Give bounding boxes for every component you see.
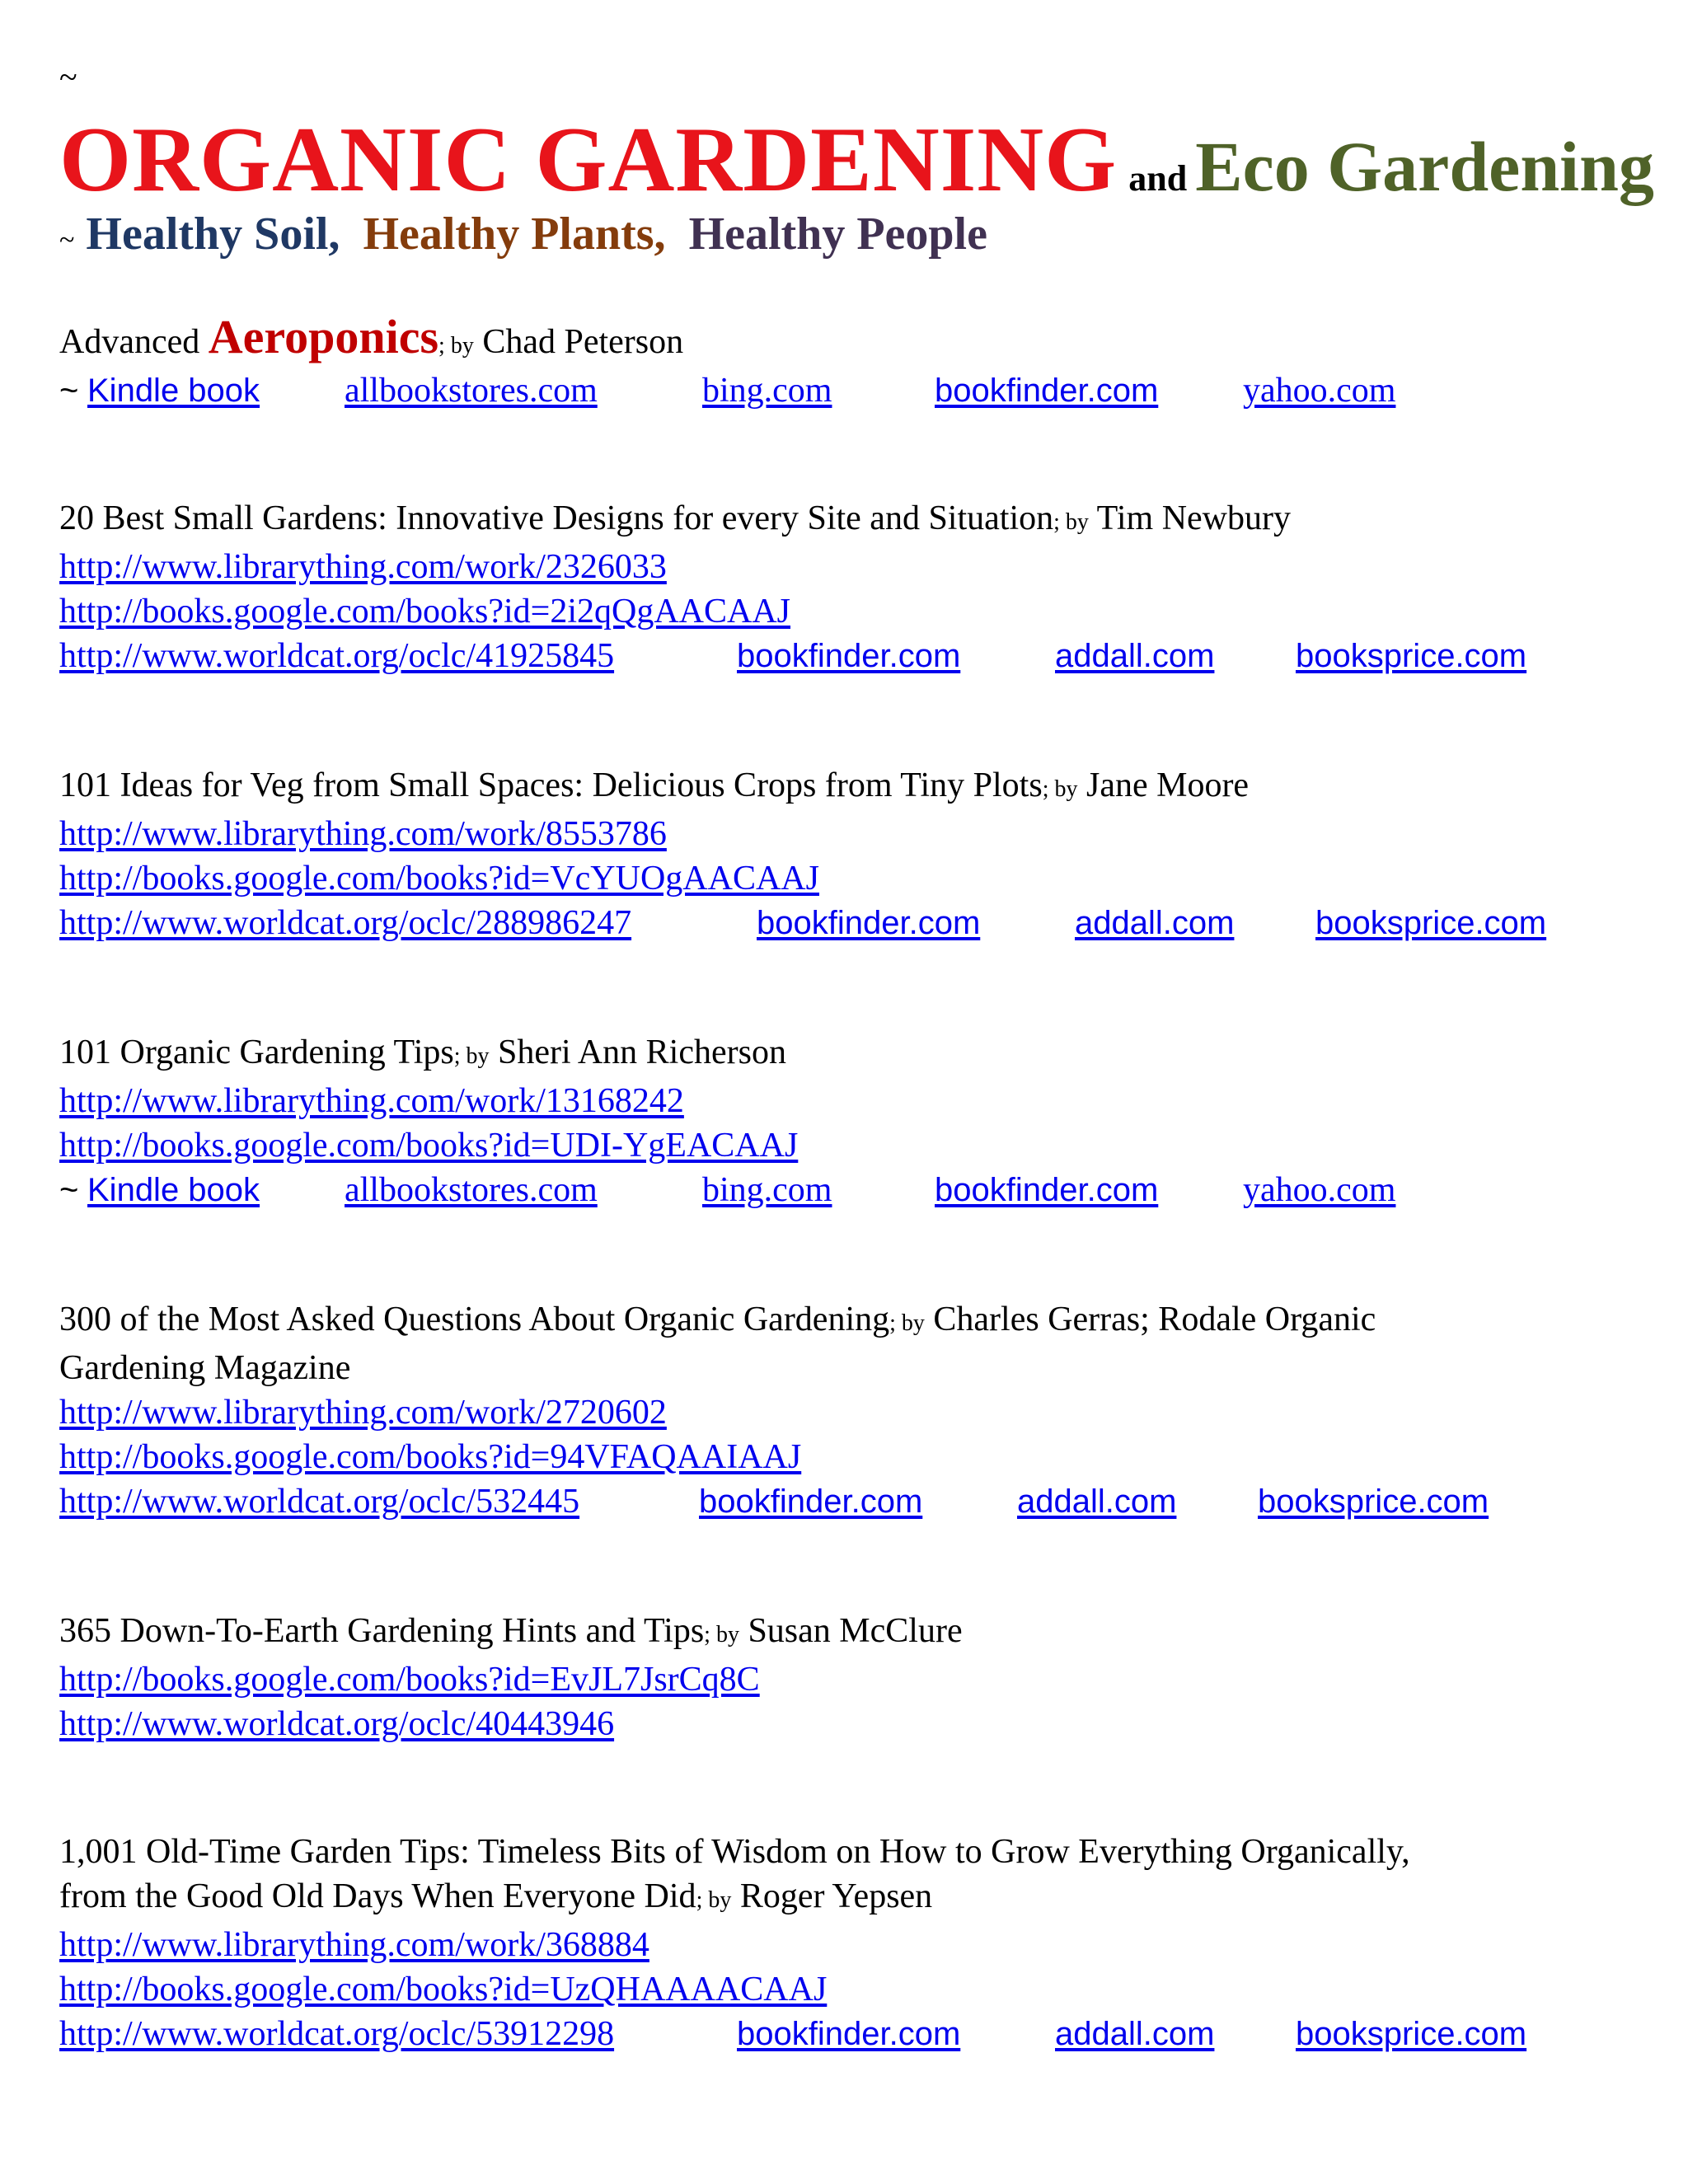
addall-link[interactable]: addall.com [1055, 2016, 1215, 2052]
book-title [59, 1030, 1625, 1079]
book-title [59, 310, 1625, 368]
worldcat-link[interactable]: http://www.worldcat.org/oclc/288986247 [59, 904, 632, 942]
google-books-row [59, 856, 1625, 901]
librarything-row [59, 1390, 1625, 1435]
bookfinder-link[interactable]: bookfinder.com [935, 1172, 1159, 1208]
addall-link[interactable]: addall.com [1017, 1483, 1177, 1520]
page-subtitle [59, 208, 987, 260]
google-books-row [59, 1435, 1625, 1479]
author: Tim Newbury [1096, 499, 1291, 537]
book-title [59, 496, 1625, 545]
book-entry [59, 496, 1625, 678]
by-label: ; by [1042, 776, 1078, 802]
worldcat-row [59, 1702, 1625, 1746]
link-tilde: ~ [59, 1172, 79, 1208]
bookfinder-link[interactable]: bookfinder.com [935, 373, 1159, 409]
addall-link[interactable]: addall.com [1055, 638, 1215, 674]
author: Susan McClure [748, 1612, 963, 1650]
worldcat-link[interactable]: http://www.worldcat.org/oclc/53912298 [59, 2015, 615, 2053]
booksprice-link[interactable]: booksprice.com [1296, 2016, 1527, 2052]
title-text: from the Good Old Days When Everyone Did [59, 1877, 696, 1915]
worldcat-link[interactable]: http://www.worldcat.org/oclc/532445 [59, 1483, 580, 1521]
google-books-link[interactable]: http://books.google.com/books?id=UDI-YgEACAAJ [59, 1127, 799, 1165]
title-text: Advanced [59, 323, 200, 361]
subtitle-tilde: ~ [59, 225, 75, 255]
yahoo-link[interactable]: yahoo.com [1243, 372, 1396, 410]
author: Sheri Ann Richerson [498, 1033, 786, 1071]
librarything-row [59, 1079, 1625, 1123]
by-label: ; by [889, 1310, 925, 1336]
title-eco-gardening: Eco Gardening [1195, 127, 1654, 206]
book-entry [59, 1297, 1625, 1524]
author: Roger Yepsen [739, 1877, 933, 1915]
by-label: ; by [696, 1887, 732, 1913]
book-entry [59, 1030, 1625, 1212]
allbookstores-link[interactable]: allbookstores.com [345, 372, 598, 410]
google-books-row [59, 1967, 1625, 2012]
librarything-row [59, 812, 1625, 856]
title-text: 300 of the Most Asked Questions About Organic Gardening [59, 1301, 890, 1338]
booksprice-link[interactable]: booksprice.com [1296, 638, 1527, 674]
librarything-link[interactable]: http://www.librarything.com/work/368884 [59, 1926, 649, 1964]
title-text: 20 Best Small Gardens: Innovative Designs for every Site and Situation [59, 499, 1054, 537]
worldcat-link[interactable]: http://www.worldcat.org/oclc/40443946 [59, 1705, 615, 1743]
bing-link[interactable]: bing.com [702, 372, 832, 410]
librarything-link[interactable]: http://www.librarything.com/work/2720602 [59, 1394, 667, 1432]
addall-link[interactable]: addall.com [1075, 905, 1235, 941]
book-entry [59, 1609, 1625, 1746]
header-tilde: ~ [59, 59, 77, 96]
librarything-link[interactable]: http://www.librarything.com/work/2326033 [59, 548, 667, 586]
booksprice-link[interactable]: booksprice.com [1258, 1483, 1489, 1520]
kindle-book-link[interactable]: Kindle book [87, 1172, 260, 1208]
google-books-link[interactable]: http://books.google.com/books?id=EvJL7JsrCq8C [59, 1661, 760, 1699]
bing-link[interactable]: bing.com [702, 1171, 832, 1209]
title-organic-gardening: ORGANIC GARDENING [59, 109, 1118, 211]
link-row [59, 2012, 1625, 2056]
subtitle-healthy-plants: Healthy Plants, [363, 209, 666, 260]
google-books-row [59, 1123, 1625, 1168]
bookfinder-link[interactable]: bookfinder.com [737, 638, 961, 674]
link-row [59, 1168, 1625, 1212]
booksprice-link[interactable]: booksprice.com [1315, 905, 1547, 941]
page-title [59, 107, 1654, 213]
author: Charles Gerras; Rodale Organic [933, 1301, 1376, 1338]
link-row [59, 634, 1625, 678]
book-title-continued [59, 1874, 1625, 1923]
book-title: 1,001 Old-Time Garden Tips: Timeless Bits of Wisdom on How to Grow Everything Organically, [59, 1833, 1410, 1871]
google-books-row [59, 1657, 1625, 1702]
subtitle-healthy-soil: Healthy Soil, [86, 209, 340, 260]
by-label: ; by [704, 1622, 739, 1647]
librarything-link[interactable]: http://www.librarything.com/work/13168242 [59, 1082, 684, 1120]
by-label: ; by [1053, 509, 1089, 535]
book-title [59, 1297, 1625, 1346]
bookfinder-link[interactable]: bookfinder.com [757, 905, 981, 941]
librarything-row [59, 545, 1625, 589]
book-title-continued: Gardening Magazine [59, 1349, 351, 1387]
bookfinder-link[interactable]: bookfinder.com [737, 2016, 961, 2052]
book-entry [59, 310, 1625, 413]
title-text: 101 Ideas for Veg from Small Spaces: Delicious Crops from Tiny Plots [59, 766, 1043, 804]
title-text: 365 Down-To-Earth Gardening Hints and Tips [59, 1612, 705, 1650]
google-books-link[interactable]: http://books.google.com/books?id=94VFAQAAIAAJ [59, 1438, 802, 1476]
book-entry [59, 1830, 1625, 2056]
kindle-book-link[interactable]: Kindle book [87, 373, 260, 409]
title-text: 101 Organic Gardening Tips [59, 1033, 454, 1071]
author: Chad Peterson [482, 323, 684, 361]
google-books-link[interactable]: http://books.google.com/books?id=UzQHAAAACAAJ [59, 1971, 828, 2008]
link-row [59, 901, 1625, 945]
author: Jane Moore [1085, 766, 1250, 804]
book-entry [59, 763, 1625, 945]
worldcat-link[interactable]: http://www.worldcat.org/oclc/41925845 [59, 637, 615, 675]
bookfinder-link[interactable]: bookfinder.com [699, 1483, 923, 1520]
yahoo-link[interactable]: yahoo.com [1243, 1171, 1396, 1209]
link-row [59, 1479, 1625, 1524]
google-books-link[interactable]: http://books.google.com/books?id=2i2qQgAACAAJ [59, 593, 791, 630]
google-books-row [59, 589, 1625, 634]
by-label: ; by [453, 1043, 490, 1069]
subtitle-healthy-people: Healthy People [688, 209, 987, 260]
librarything-row [59, 1923, 1625, 1967]
title-and: and [1128, 158, 1188, 199]
book-title [59, 763, 1625, 812]
librarything-link[interactable]: http://www.librarything.com/work/8553786 [59, 815, 667, 853]
allbookstores-link[interactable]: allbookstores.com [345, 1171, 598, 1209]
link-row [59, 368, 1625, 413]
google-books-link[interactable]: http://books.google.com/books?id=VcYUOgAACAAJ [59, 860, 819, 898]
title-highlight: Aeroponics [208, 310, 439, 363]
book-title [59, 1609, 1625, 1657]
by-label: ; by [438, 333, 474, 359]
link-tilde: ~ [59, 373, 79, 409]
